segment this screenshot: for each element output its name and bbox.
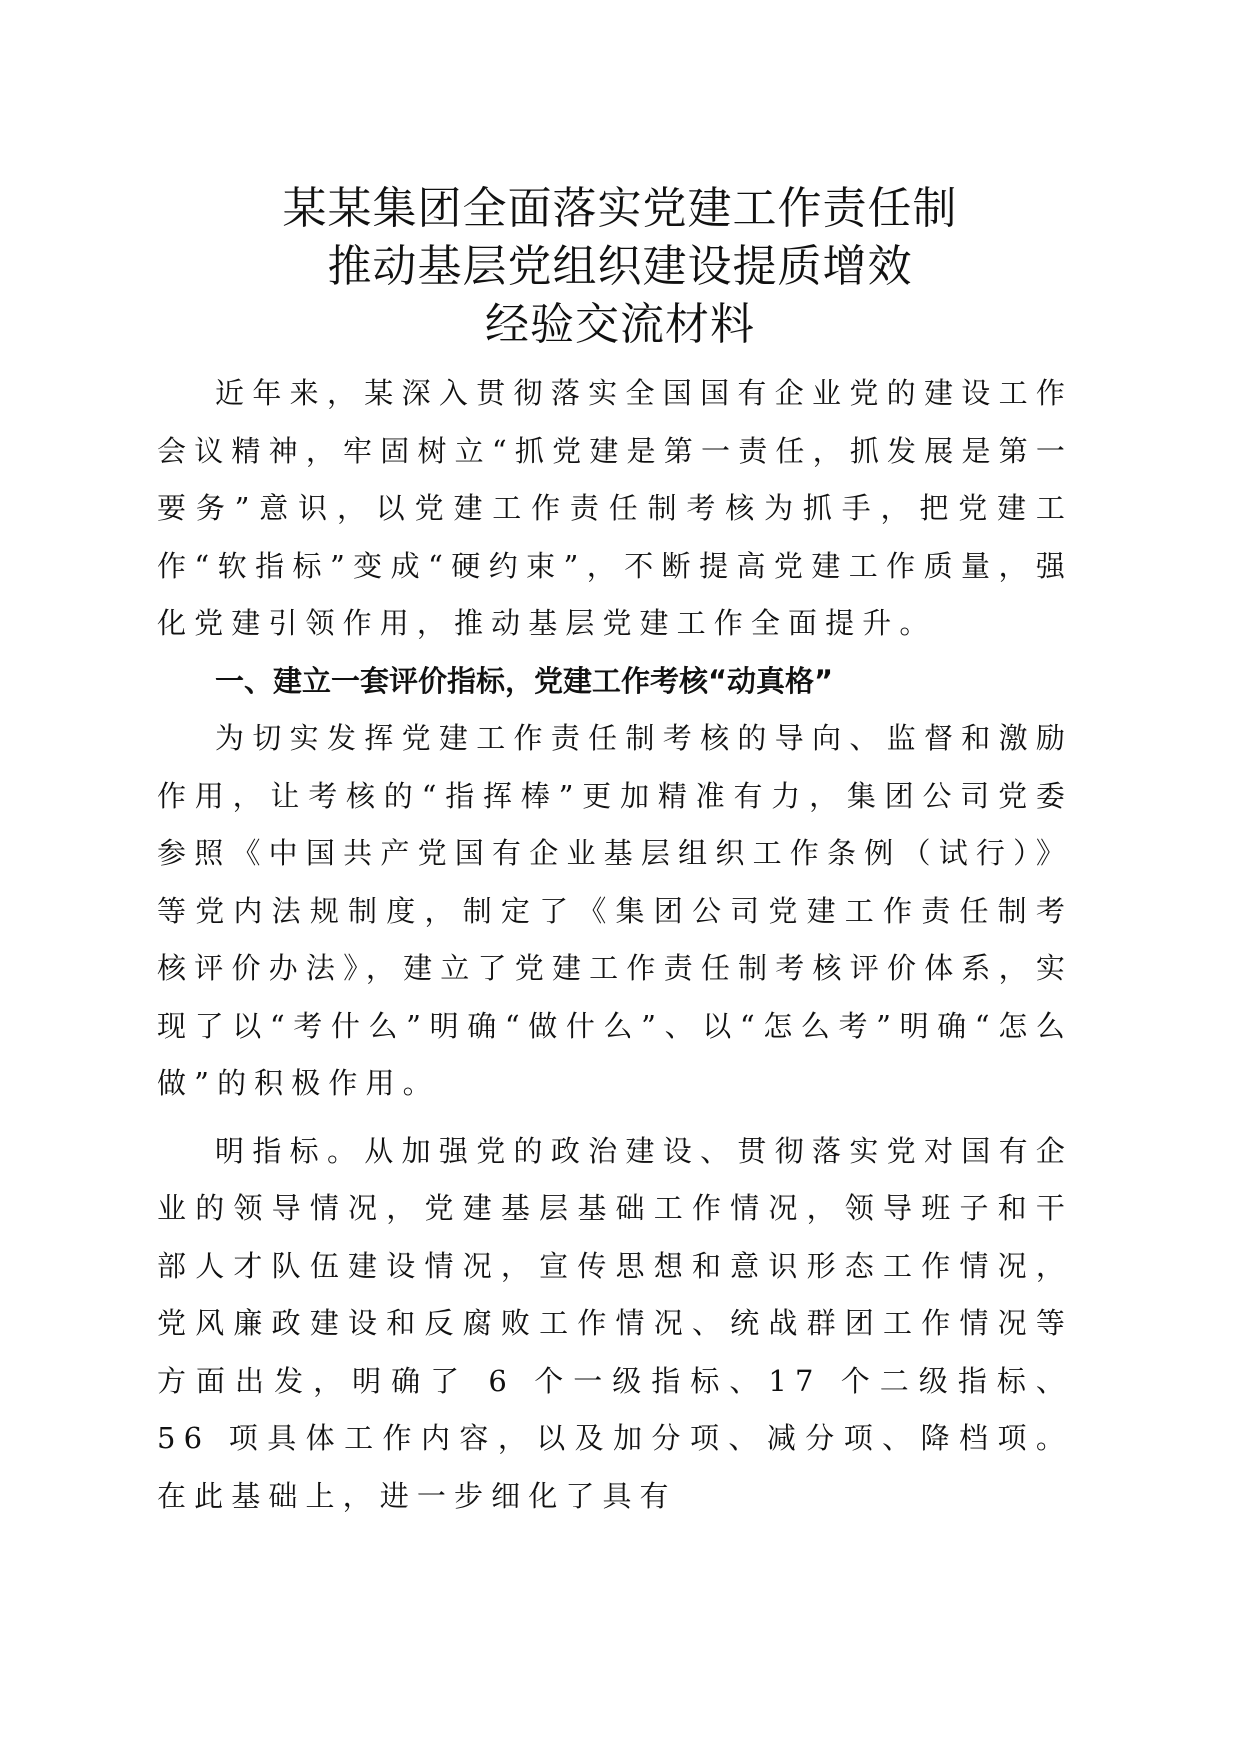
section-heading-1: 一、建立一套评价指标，党建工作考核“动真格” (215, 663, 834, 698)
document-body (157, 365, 1073, 1525)
title-line-3: 经验交流材料 (485, 299, 755, 350)
title-line-1: 某某集团全面落实党建工作责任制 (282, 183, 958, 234)
intro-paragraph: 近年来，某深入贯彻落实全国国有企业党的建设工作会议精神，牢固树立“抓党建是第一责任，抓发展是第一要务”意识，以党建工作责任制考核为抓手，把党建工作“软指标”变成“硬约束”，不断提高党建工作质量，强化党建引领作用，推动基层党建工作全面提升。 (157, 376, 1073, 640)
section1-paragraph-1: 为切实发挥党建工作责任制考核的导向、监督和激励作用，让考核的“指挥棒”更加精准有力，集团公司党委参照《中国共产党国有企业基层组织工作条例（试行）》等党内法规制度，制定了《集团公司党建工作责任制考核评价办法》，建立了党建工作责任制考核评价体系，实现了以“考什么”明确“做什么”、以“怎么考”明确“怎么做”的积极作用。 (157, 721, 1073, 1100)
title-line-2: 推动基层党组织建设提质增效 (327, 241, 913, 292)
document-title (0, 180, 1240, 354)
section1-paragraph-2: 明指标。从加强党的政治建设、贯彻落实党对国有企业的领导情况，党建基层基础工作情况，领导班子和干部人才队伍建设情况，宣传思想和意识形态工作情况，党风廉政建设和反腐败工作情况、统战群团工作情况等方面出发，明确了 6 个一级指标、17 个二级指标、56 项具体工作内容，以及加分项、减分项、降档项。在此基础上，进一步细化了具有 (157, 1133, 1073, 1513)
